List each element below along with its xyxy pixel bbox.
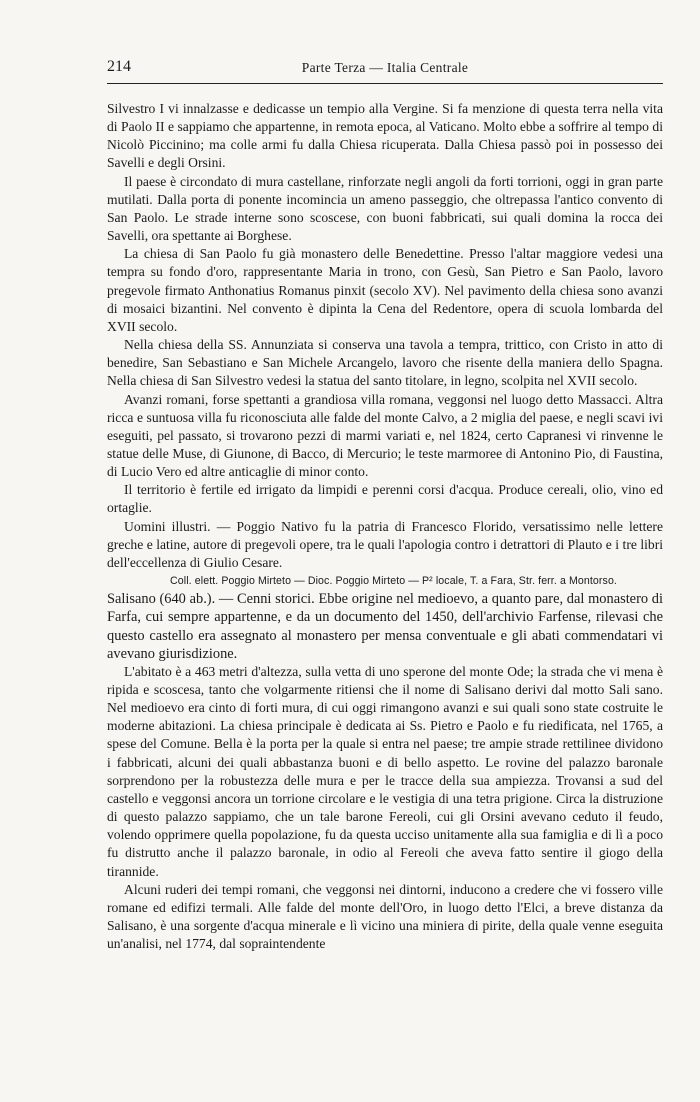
paragraph-3: La chiesa di San Paolo fu già monastero delle Benedettine. Presso l'altar maggiore vedesi una tempra su fondo d'oro, rappresentante Maria in trono, con Gesù, San Pietro e San Paolo, lavoro pregevole firmato Anthonatius Romanus pinxit (secolo XV). Nel pavimento della chiesa sono avanzi di mosaici bizantini. Nel convento è dipinta la Cena del Redentore, opera di scuola lombarda del XVII secolo.: [107, 246, 663, 334]
collegio-line: Coll. elett. Poggio Mirteto — Dioc. Poggio Mirteto — P² locale, T. a Fara, Str. ferr. a Montorso.: [170, 575, 617, 588]
paragraph-5: Avanzi romani, forse spettanti a grandiosa villa romana, veggonsi nel luogo detto Massacci. Altra ricca e suntuosa villa fu riconosciuta alle falde del monte Calvo, a 2 miglia del paese, e negli scavi ivi eseguiti, pel passato, si trovarono pezzi di marmi variati e, nel 1824, certo Capranesi vi rinvenne le statue delle Muse, di Giunone, di Bacco, di Mercurio; le teste marmoree di Antonino Pio, di Faustina, di Lucio Vero ed altre anticaglie di minor conto.: [107, 391, 663, 480]
running-title: Parte Terza — Italia Centrale: [301, 60, 469, 75]
paragraph-7: Uomini illustri. — Poggio Nativo fu la patria di Francesco Florido, versatissimo nelle lettere greche e latine, autore di pregevoli opere, tra le quali l'apologia contro i detrattori di Plauto e i tre libri dell'eccellenza di Giulio Cesare.: [107, 518, 663, 570]
paragraph-1: Silvestro I vi innalzasse e dedicasse un tempio alla Vergine. Si fa menzione di questa terra nella vita di Paolo II e sappiamo che appartenne, in remota epoca, al Vaticano. Molto ebbe a soffrire al tempo di Nicolò Piccinino; ma colle armi fu dalla Chiesa ricuperata. Dalla Chiesa passò poi in possesso dei Savelli e degli Orsini.: [107, 101, 663, 171]
paragraph-9: L'abitato è a 463 metri d'altezza, sulla vetta di uno sperone del monte Ode; la strada che vi mena è ripida e scoscesa, tanto che volgarmente ritiensi che il nome di Salisano derivi dal motto Sali sano. Nel medioevo era cinto di forti mura, di cui oggi rimangono avanzi e sui quali sono state costruite le moderne abitazioni. La chiesa principale è dedicata ai Ss. Pietro e Paolo e fu riedificata, nel 1765, a spese del Comune. Bella è la porta per la quale si entra nel paese; tre ampie strade rettilinee dividono i fabbricati, alcuni dei quali abbastanza buoni e di bello aspetto. Le rovine del palazzo baronale sorprendono per la robustezza delle mura e per le tracce della sua ampiezza. Trovansi a sud del castello e veggonsi ancora un torrione circolare e le vestigia di una tetra prigione. Circa la distruzione di questo palazzo sappiamo, che un tale barone Fereoli, cui gli Orsini avevano ceduto il feudo, volendo opprimere quella popolazione, fu da questa ucciso unitamente alla sua famiglia e di lì a poco fu distrutto anche il palazzo baronale, in odio al Fereoli che aveva fatto sentire il giogo della tirannide.: [107, 663, 663, 879]
page-body: [107, 100, 663, 953]
paragraph-salisano: Salisano (640 ab.). — Cenni storici. Ebbe origine nel medioevo, a quanto pare, dal monastero di Farfa, cui sempre appartenne, e da un documento del 1450, dell'archivio Farfense, rilevasi che questo castello era assegnato al monastero per mensa conventuale e gli abati commendatari vi avevano giurisdizione.: [107, 591, 663, 662]
page-header: [107, 58, 663, 80]
header-rule: [107, 83, 663, 84]
paragraph-6: Il territorio è fertile ed irrigato da limpidi e perenni corsi d'acqua. Produce cereali, olio, vino ed ortaglie.: [107, 482, 663, 516]
page-number: 214: [107, 58, 131, 75]
paragraph-4: Nella chiesa della SS. Annunziata si conserva una tavola a tempra, trittico, con Cristo in atto di benedire, San Sebastiano e San Michele Arcangelo, lavoro che risente della maniera dello Spagna. Nella chiesa di San Silvestro vedesi la statua del santo titolare, in legno, scolpita nel XVII secolo.: [107, 337, 663, 389]
paragraph-2: Il paese è circondato di mura castellane, rinforzate negli angoli da forti torrioni, oggi in gran parte mutilati. Dalla porta di ponente incomincia un ameno passeggio, che oltrepassa l'antico convento di San Paolo. Le strade interne sono scoscese, con buoni fabbricati, sui quali domina la rocca dei Savelli, ora spettante ai Borghese.: [107, 173, 663, 244]
paragraph-10: Alcuni ruderi dei tempi romani, che veggonsi nei dintorni, inducono a credere che vi fossero ville romane ed edifizi termali. Alle falde del monte dell'Oro, in luogo detto l'Elci, a breve distanza da Salisano, è una sorgente d'acqua minerale e lì vicino una miniera di pirite, della quale venne eseguita un'analisi, nel 1774, dal sopraintendente: [107, 881, 663, 952]
